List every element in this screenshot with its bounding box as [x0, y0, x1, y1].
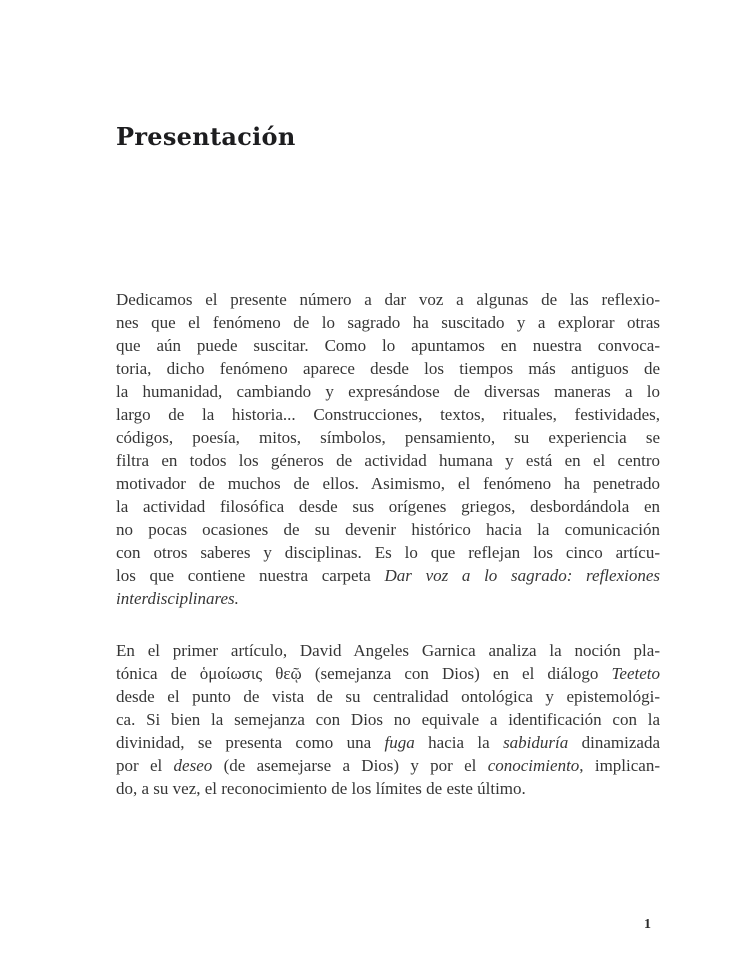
- page-body: [116, 288, 660, 829]
- italic-run: deseo: [173, 756, 213, 775]
- text-line: [116, 541, 660, 564]
- text-run: dinamizada: [568, 733, 660, 752]
- text-run: desde el punto de vista de su centralidad ontológica y epistemológi-: [116, 687, 660, 706]
- text-run: no pocas ocasiones de su devenir histórico hacia la comunicación: [116, 520, 660, 539]
- text-line: [116, 472, 660, 495]
- paragraph: [116, 288, 660, 610]
- text-run: ca. Si bien la semejanza con Dios no equivale a identificación con la: [116, 710, 660, 729]
- italic-run: Teeteto: [611, 664, 660, 683]
- text-line: [116, 639, 660, 662]
- text-run: la actividad filosófica desde sus orígenes griegos, desbordándola en: [116, 497, 660, 516]
- text-line: [116, 685, 660, 708]
- text-line: [116, 662, 660, 685]
- text-line: [116, 587, 660, 610]
- text-line: [116, 518, 660, 541]
- text-line: [116, 708, 660, 731]
- text-line: [116, 777, 660, 800]
- text-run: los que contiene nuestra carpeta: [116, 566, 385, 585]
- italic-run: Dar voz a lo sagrado: reflexiones: [384, 566, 660, 585]
- italic-run: fuga: [384, 733, 415, 752]
- text-line: [116, 564, 660, 587]
- text-run: do, a su vez, el reconocimiento de los límites de este último.: [116, 779, 526, 798]
- text-line: [116, 403, 660, 426]
- text-run: , implican-: [579, 756, 660, 775]
- text-line: [116, 426, 660, 449]
- text-line: [116, 311, 660, 334]
- text-line: [116, 754, 660, 777]
- italic-run: conocimiento: [487, 756, 580, 775]
- text-line: [116, 288, 660, 311]
- page-number: 1: [644, 917, 651, 932]
- text-run: tónica de ὁμοίωσις θεῷ (semejanza con Dios) en el diálogo: [116, 664, 612, 683]
- text-run: filtra en todos los géneros de actividad humana y está en el centro: [116, 451, 660, 470]
- text-line: [116, 334, 660, 357]
- text-run: toria, dicho fenómeno aparece desde los tiempos más antiguos de: [116, 359, 660, 378]
- text-line: [116, 380, 660, 403]
- text-run: divinidad, se presenta como una: [116, 733, 385, 752]
- text-run: por el: [116, 756, 174, 775]
- text-line: [116, 357, 660, 380]
- text-line: [116, 731, 660, 754]
- text-run: motivador de muchos de ellos. Asimismo, el fenómeno ha penetrado: [116, 474, 660, 493]
- text-run: Dedicamos el presente número a dar voz a algunas de las reflexio-: [116, 290, 660, 309]
- text-line: [116, 449, 660, 472]
- text-run: con otros saberes y disciplinas. Es lo que reflejan los cinco artícu-: [116, 543, 660, 562]
- text-run: En el primer artículo, David Angeles Garnica analiza la noción pla-: [116, 641, 660, 660]
- text-run: (de asemejarse a Dios) y por el: [212, 756, 488, 775]
- page-title: Presentación: [116, 122, 296, 151]
- text-run: largo de la historia... Construcciones, textos, rituales, festividades,: [116, 405, 660, 424]
- text-run: hacia la: [414, 733, 504, 752]
- paragraph: [116, 639, 660, 800]
- italic-run: sabiduría: [503, 733, 569, 752]
- text-run: códigos, poesía, mitos, símbolos, pensamiento, su experiencia se: [116, 428, 660, 447]
- text-run: nes que el fenómeno de lo sagrado ha suscitado y a explorar otras: [116, 313, 660, 332]
- text-line: [116, 495, 660, 518]
- italic-run: interdisciplinares.: [116, 589, 239, 608]
- text-run: la humanidad, cambiando y expresándose de diversas maneras a lo: [116, 382, 660, 401]
- text-run: que aún puede suscitar. Como lo apuntamos en nuestra convoca-: [116, 336, 660, 355]
